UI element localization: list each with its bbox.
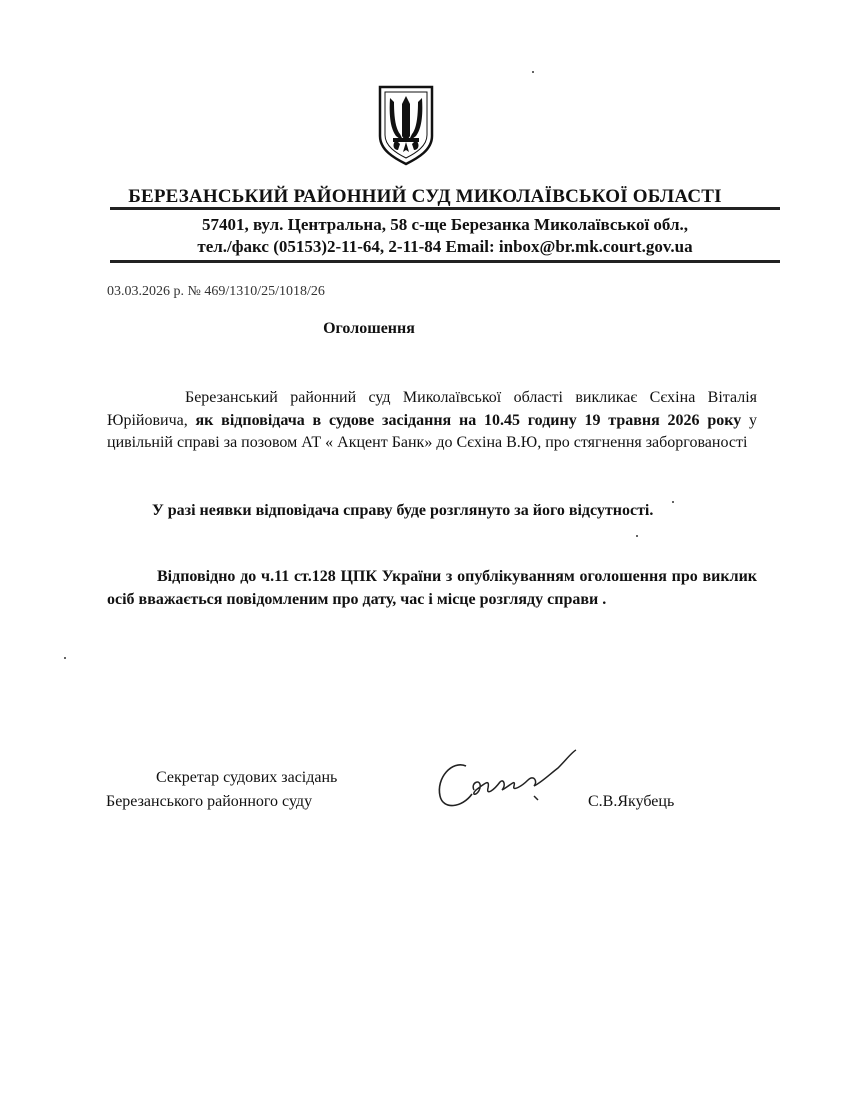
summons-text-part1: Березанський районний суд Миколаївської області викликає Сєхіна Віталія Юрійовича,	[107, 389, 757, 429]
scan-speck	[64, 657, 66, 659]
court-name-heading: БЕРЕЗАНСЬКИЙ РАЙОННИЙ СУД МИКОЛАЇВСЬКОЇ ОБЛАСТІ	[128, 186, 722, 207]
document-reference: 03.03.2026 р. № 469/1310/25/1018/26	[107, 284, 325, 299]
trident-coat-of-arms-icon	[376, 84, 436, 166]
legal-basis-paragraph: Відповідно до ч.11 ст.128 ЦПК України з опублікуванням оголошення про виклик осіб вважається повідомленим про дату, час і місце розгляду справи .	[107, 568, 757, 608]
scan-speck	[532, 71, 534, 73]
document-title: Оголошення	[323, 320, 415, 337]
handwritten-signature-icon	[430, 738, 590, 818]
signatory-name: С.В.Якубець	[588, 793, 675, 810]
scan-speck	[636, 535, 638, 537]
signatory-position	[106, 766, 337, 814]
scan-speck	[672, 501, 674, 503]
signatory-position-line1: Секретар судових засідань	[156, 769, 338, 786]
summons-hearing-details: як відповідача в судове засідання на 10.45 годину 19 травня 2026 року	[195, 411, 742, 429]
summons-paragraph	[107, 387, 757, 455]
signatory-position-line2: Березанського районного суду	[106, 793, 313, 810]
summons-text-part3: у цивільній справі за позовом АТ « Акцент Банк» до Сєхіна В.Ю, про стягнення заборгованості	[107, 411, 758, 451]
court-contacts: тел./факс (05153)2-11-64, 2-11-84 Email: inbox@br.mk.court.gov.ua	[197, 237, 693, 256]
absence-notice-paragraph: У разі неявки відповідача справу буде розглянуто за його відсутності.	[152, 502, 654, 519]
header-divider-top	[110, 207, 780, 210]
header-divider-bottom	[110, 260, 780, 263]
court-address: 57401, вул. Центральна, 58 с-ще Березанка Миколаївської обл.,	[201, 215, 689, 234]
